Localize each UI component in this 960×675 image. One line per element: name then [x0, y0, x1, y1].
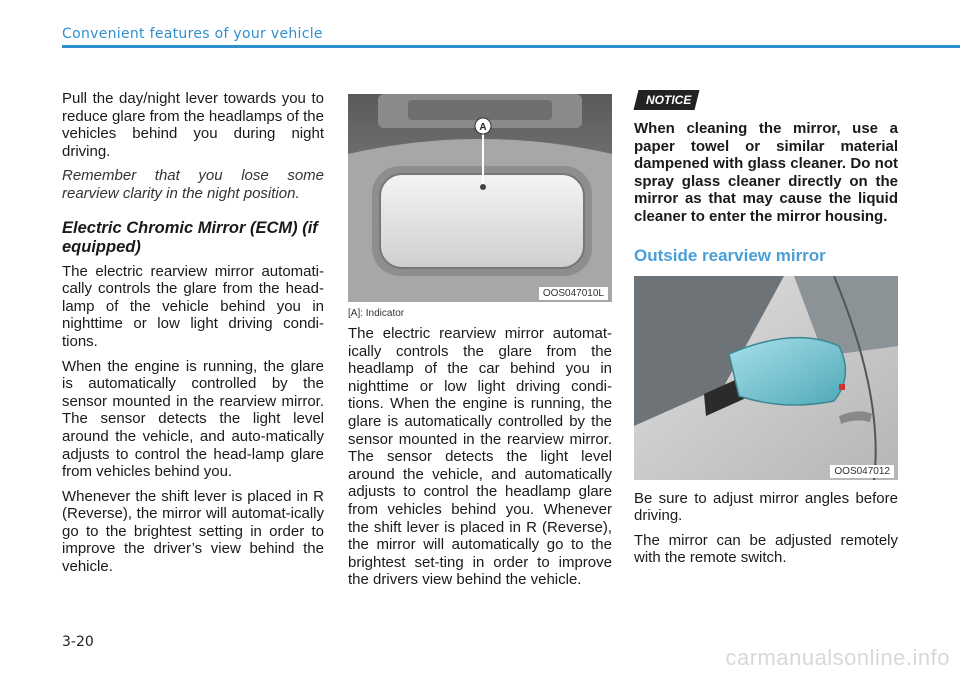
figure-code: OOS047012: [830, 465, 894, 478]
column-1: [62, 90, 324, 583]
rearview-mirror-figure: [348, 94, 612, 302]
column-3: [634, 90, 898, 574]
section-header: Convenient features of your vehicle: [62, 26, 323, 42]
paragraph: The electric rearview mirror automat-ically controls the glare from the headlamp of the car behind you in nighttime or low light driving condi-tions. When the engine is running, the glare is automatically controlled by the sensor mounted in the rearview mirror. The sensor detects the light level around the vehicle, and automatically adjusts to control the headlamp glare from vehicles behind you. Whenever the shift lever is placed in R (Reverse), the mirror will automatically go to the brightest set-ting in order to improve the drivers view behind the vehicle.: [348, 325, 612, 589]
page-number: 3-20: [62, 634, 94, 650]
header-rule: [62, 45, 960, 48]
paragraph: The electric rearview mirror automati-cally controls the glare from the head-lamp of the vehicle behind you in nighttime or low light driving condi-tions.: [62, 262, 324, 350]
ecm-heading: Electric Chromic Mirror (ECM) (if equipped): [62, 218, 318, 256]
column-2: [348, 90, 612, 596]
figure-label: A: [479, 122, 487, 133]
figure-code: OOS047010L: [539, 287, 608, 300]
paragraph: Whenever the shift lever is placed in R (Reverse), the mirror will automat-ically go to the brightest setting in order to improve the driver’s view behind the vehicle.: [62, 487, 324, 576]
figure-caption: [A]: Indicator: [348, 308, 405, 319]
outside-mirror-figure: [634, 276, 898, 480]
outside-mirror-heading: Outside rearview mirror: [634, 245, 826, 265]
paragraph: Be sure to adjust mirror angles before driving.: [634, 489, 898, 525]
notice-label: NOTICE: [646, 93, 692, 107]
notice-text: When cleaning the mirror, use a paper towel or similar material dampened with glass cleaner. Do not spray glass cleaner directly on the mirror as that may cause the liquid cleaner to enter the mirror housing.: [634, 120, 898, 225]
watermark: carmanualsonline.info: [725, 645, 950, 670]
paragraph: Pull the day/night lever towards you to reduce glare from the headlamps of the vehicles behind you during night driving.: [62, 90, 324, 160]
notice-badge: [634, 90, 700, 110]
paragraph: When the engine is running, the glare is automatically controlled by the sensor mounted in the rearview mirror. The sensor detects the light level around the vehicle, and auto-matically adjusts to control the head-lamp glare from vehicles behind you.: [62, 357, 324, 481]
outside-mirror-illustration: [634, 276, 898, 480]
paragraph: The mirror can be adjusted remotely with the remote switch.: [634, 531, 898, 567]
note-paragraph: Remember that you lose some rearview clarity in the night position.: [62, 167, 324, 202]
rearview-mirror-illustration: [348, 94, 612, 302]
